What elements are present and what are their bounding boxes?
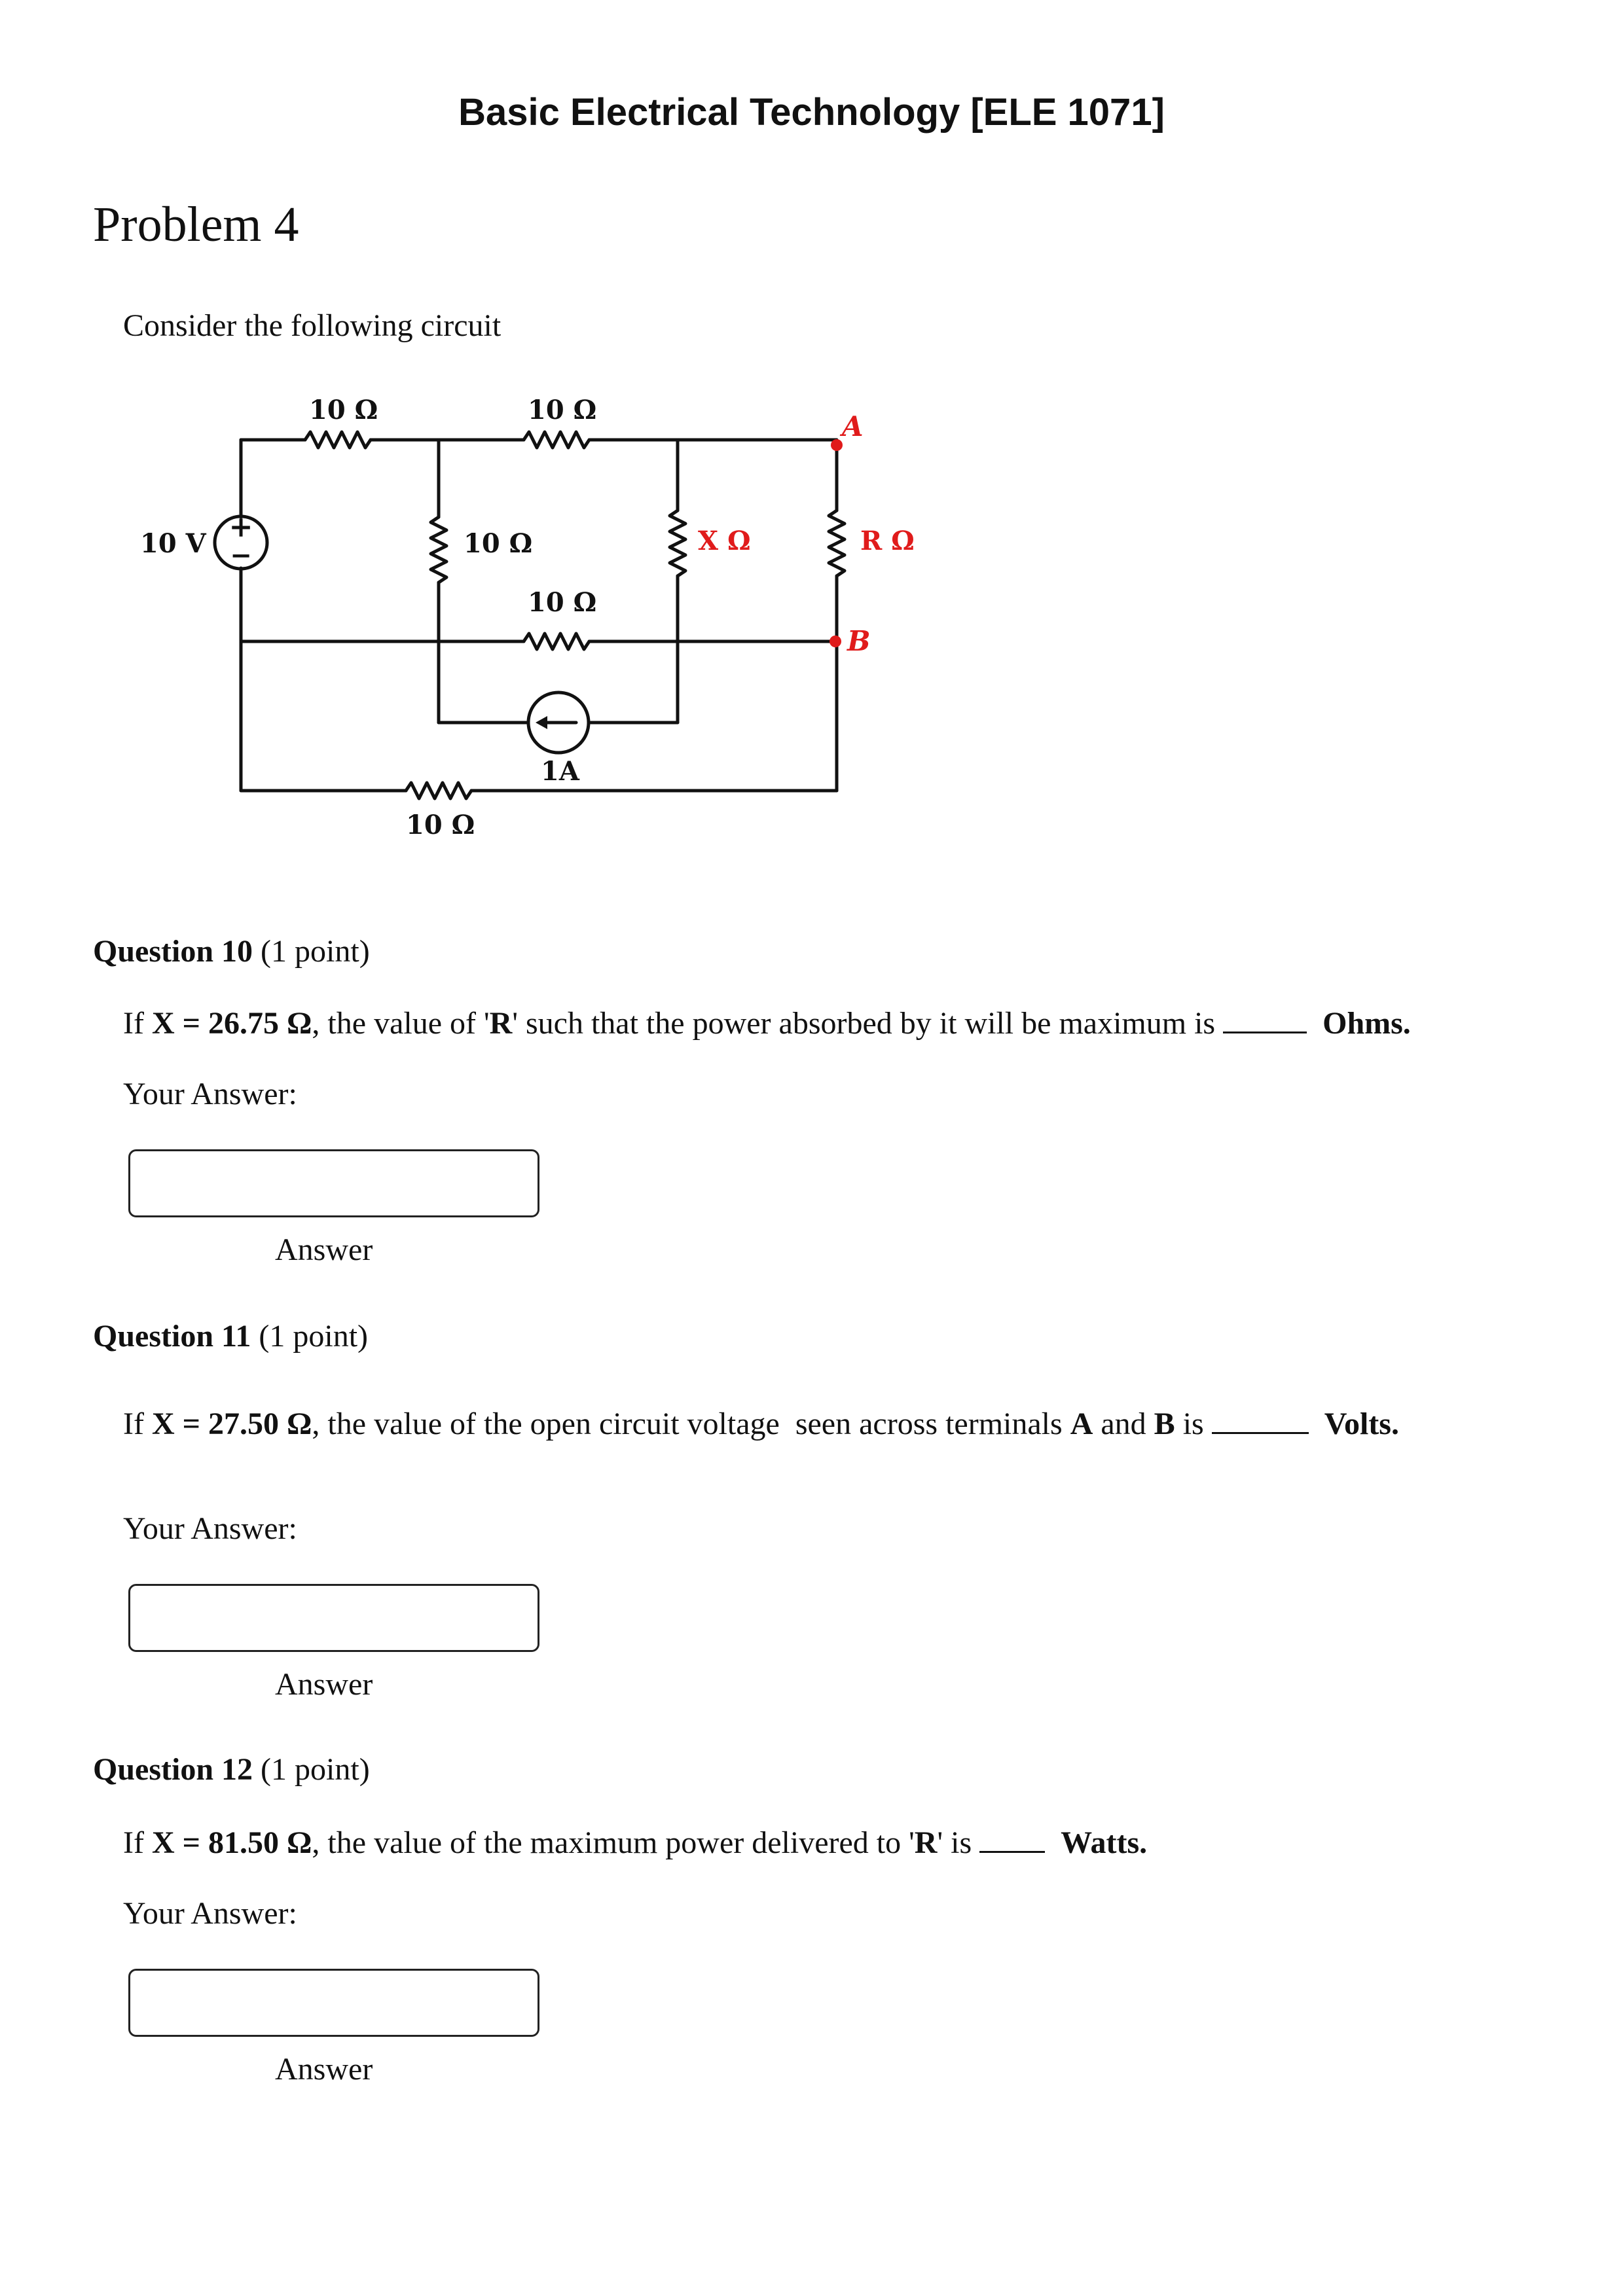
q11-a: A [1070, 1407, 1093, 1441]
resistor-top-left [305, 432, 371, 448]
q10-blank [1223, 1003, 1307, 1033]
question-11-number: Question 11 [93, 1319, 251, 1354]
question-12-answer-label: Answer [275, 2052, 373, 2087]
source-plus: + [228, 511, 253, 544]
circuit-diagram [0, 0, 1623, 916]
source-minus: − [230, 540, 252, 571]
question-11-your-answer: Your Answer: [123, 1511, 297, 1546]
q10-mid: , the value of ' [312, 1006, 490, 1041]
label-r-top-middle: 10 Ω [528, 395, 597, 425]
resistor-bottom [406, 783, 471, 798]
question-12-heading [93, 1751, 370, 1787]
q12-r: R [914, 1825, 938, 1860]
question-11-answer-input[interactable] [128, 1584, 539, 1652]
q12-rest: ' is [937, 1825, 972, 1860]
question-10-text [123, 1003, 1411, 1041]
resistor-x [670, 511, 685, 576]
q12-mid: , the value of the maximum power delivered to ' [312, 1825, 915, 1860]
question-10-number: Question 10 [93, 934, 253, 969]
label-r-x: X Ω [698, 526, 751, 556]
problem-intro: Consider the following circuit [123, 308, 501, 343]
question-10-answer-input[interactable] [128, 1149, 539, 1217]
question-12-points: (1 point) [261, 1752, 370, 1787]
question-12-answer-input[interactable] [128, 1969, 539, 2037]
label-terminal-b: B [847, 625, 871, 657]
label-current-source: 1A [541, 756, 579, 787]
page-title: Basic Electrical Technology [ELE 1071] [458, 91, 1165, 134]
q10-var: X = 26.75 Ω [151, 1006, 312, 1041]
current-arrow-head [536, 716, 547, 729]
q11-unit: Volts. [1324, 1407, 1399, 1441]
q10-r: R [489, 1006, 513, 1041]
q12-var: X = 81.50 Ω [151, 1825, 312, 1860]
question-10-points: (1 point) [261, 934, 370, 969]
source-label: 10 V [140, 528, 206, 559]
question-11-answer-label: Answer [275, 1667, 373, 1702]
q12-blank [979, 1822, 1045, 1853]
question-12-your-answer: Your Answer: [123, 1896, 297, 1931]
question-12-text [123, 1822, 1147, 1861]
label-r-load: R Ω [860, 526, 915, 556]
resistor-middle-horizontal [524, 634, 589, 649]
question-10-your-answer: Your Answer: [123, 1077, 297, 1111]
q11-blank [1212, 1403, 1309, 1434]
q11-if: If [123, 1407, 152, 1441]
q11-and: and [1093, 1407, 1154, 1441]
question-11-points: (1 point) [259, 1319, 369, 1354]
resistor-top-middle [524, 432, 589, 448]
question-11-heading [93, 1318, 368, 1354]
terminal-b-dot [830, 636, 841, 647]
label-r-middle-horizontal: 10 Ω [528, 587, 597, 618]
q11-mid: , the value of the open circuit voltage seen across terminals [312, 1407, 1070, 1441]
q10-unit: Ohms. [1322, 1006, 1411, 1041]
label-r-top-left: 10 Ω [309, 395, 378, 425]
q10-rest: ' such that the power absorbed by it will be maximum is [512, 1006, 1216, 1041]
q11-var: X = 27.50 Ω [151, 1407, 312, 1441]
problem-heading: Problem 4 [93, 197, 299, 252]
resistor-middle-vertical [431, 517, 447, 583]
terminal-a-dot [831, 439, 843, 451]
question-10-answer-label: Answer [275, 1232, 373, 1267]
question-11-text [123, 1403, 1399, 1442]
resistor-load [829, 511, 845, 576]
q12-unit: Watts. [1061, 1825, 1148, 1860]
label-terminal-a: A [842, 410, 864, 442]
label-r-bottom: 10 Ω [406, 810, 475, 840]
question-12-number: Question 12 [93, 1752, 253, 1787]
q11-b: B [1154, 1407, 1175, 1441]
q11-is: is [1175, 1407, 1204, 1441]
question-10-heading [93, 933, 370, 969]
label-r-middle-vertical: 10 Ω [464, 528, 533, 559]
q12-if: If [123, 1825, 152, 1860]
q10-if: If [123, 1006, 152, 1041]
